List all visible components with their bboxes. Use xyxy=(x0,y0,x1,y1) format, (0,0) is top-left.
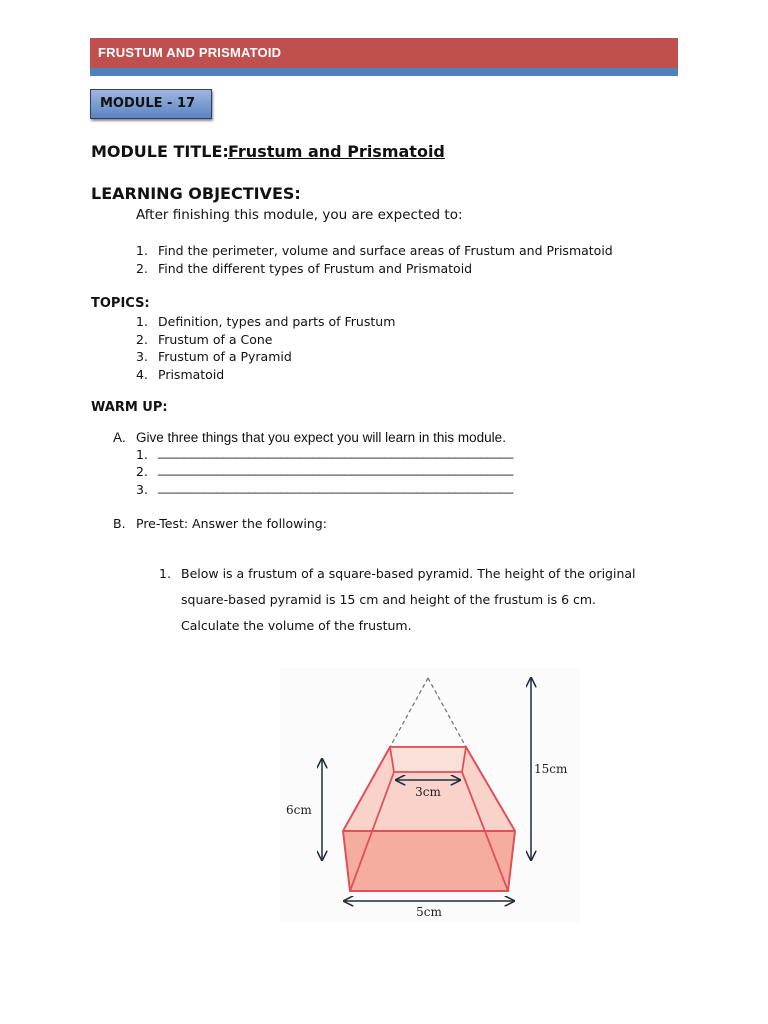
warmup-heading: WARM UP: xyxy=(91,400,168,415)
blank-num: 2. xyxy=(136,464,148,479)
frustum-figure xyxy=(280,668,580,922)
topic-text: Definition, types and parts of Frustum xyxy=(158,314,396,329)
bottom-width-label: 5cm xyxy=(416,905,442,919)
question-line: Below is a frustum of a square-based pyramid. The height of the original xyxy=(181,566,636,581)
frustum-height-label: 6cm xyxy=(286,803,312,817)
objective-text: Find the different types of Frustum and Prismatoid xyxy=(158,261,473,276)
topic-num: 1. xyxy=(136,314,148,329)
answer-blank[interactable]: _______________________________________________________ xyxy=(158,462,513,476)
objectives-heading: LEARNING OBJECTIVES: xyxy=(91,184,301,203)
topic-num: 2. xyxy=(136,332,148,347)
objective-text: Find the perimeter, volume and surface areas of Frustum and Prismatoid xyxy=(158,243,613,258)
module-label: MODULE - 17 xyxy=(100,96,196,111)
objective-num: 2. xyxy=(136,261,148,276)
frustum-top-square xyxy=(390,747,466,772)
question-num: 1. xyxy=(159,566,171,581)
topic-num: 3. xyxy=(136,349,148,364)
blank-num: 1. xyxy=(136,447,148,462)
blank-num: 3. xyxy=(136,482,148,497)
answer-blank[interactable]: _______________________________________________________ xyxy=(158,480,513,494)
objective-num: 1. xyxy=(136,243,148,258)
topic-text: Frustum of a Cone xyxy=(158,332,273,347)
topic-text: Frustum of a Pyramid xyxy=(158,349,292,364)
top-width-label: 3cm xyxy=(415,785,441,799)
header-title: FRUSTUM AND PRISMATOID xyxy=(98,45,282,60)
topics-heading: TOPICS: xyxy=(91,296,150,311)
topic-num: 4. xyxy=(136,367,148,382)
question-line: square-based pyramid is 15 cm and height of the frustum is 6 cm. xyxy=(181,592,597,607)
pyramid-height-label: 15cm xyxy=(534,762,568,776)
objectives-intro: After finishing this module, you are expected to: xyxy=(136,207,463,223)
answer-blank[interactable]: _______________________________________________________ xyxy=(158,445,513,459)
question-line: Calculate the volume of the frustum. xyxy=(181,618,412,633)
module-title-value: Frustum and Prismatoid xyxy=(228,142,445,161)
module-title-label: MODULE TITLE: xyxy=(91,142,229,161)
section-b-text: Pre-Test: Answer the following: xyxy=(136,516,327,531)
section-a-letter: A. xyxy=(113,430,126,445)
section-a-text: Give three things that you expect you will learn in this module. xyxy=(136,430,506,445)
header-stripe xyxy=(90,68,678,76)
section-b-letter: B. xyxy=(113,516,126,531)
topic-text: Prismatoid xyxy=(158,367,225,382)
